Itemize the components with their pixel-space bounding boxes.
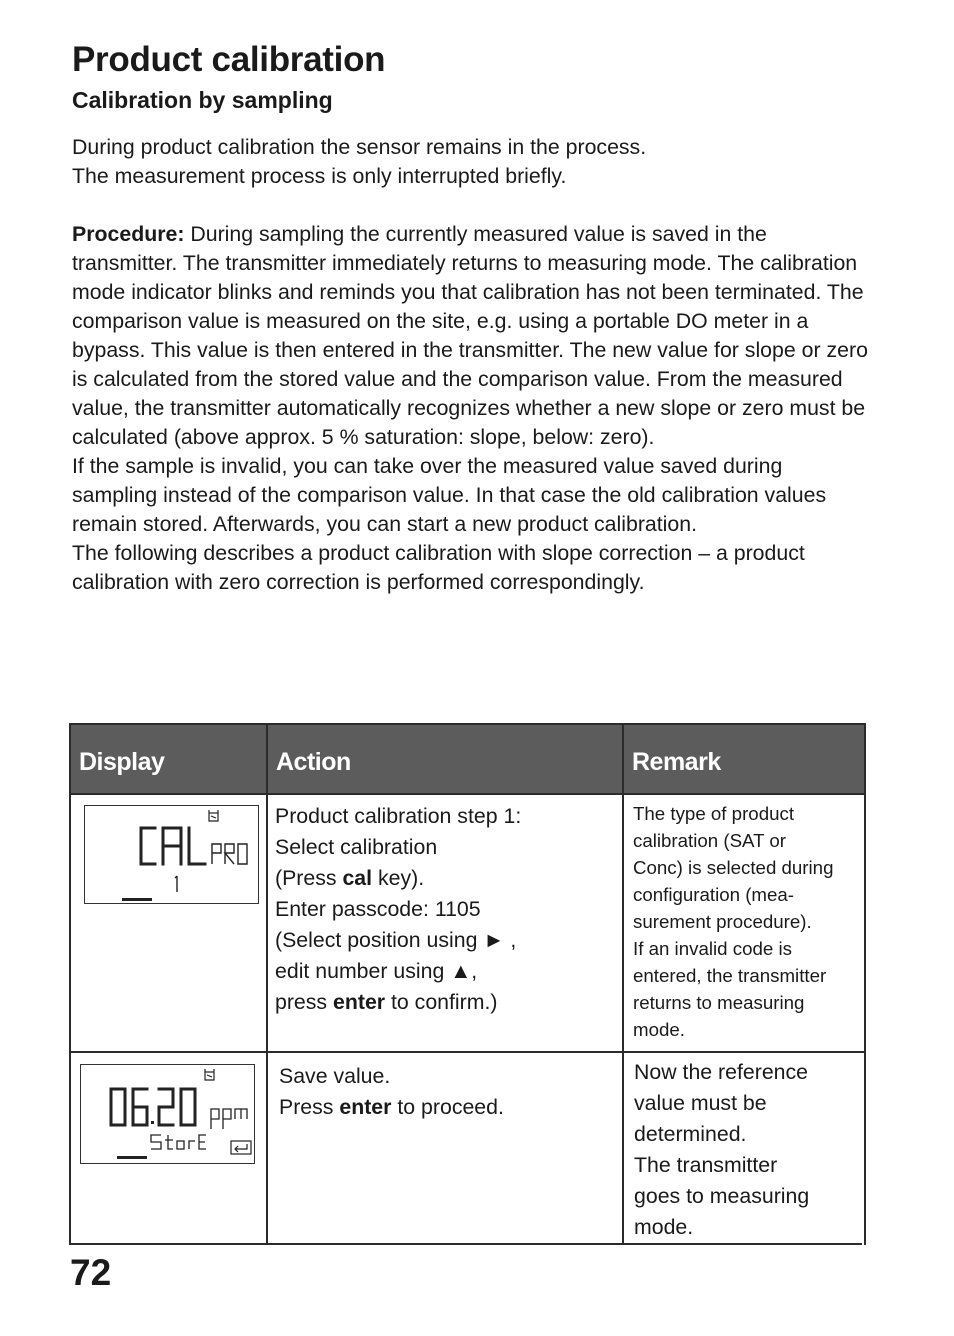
header-action: Action <box>276 748 351 776</box>
column-divider-2 <box>622 723 624 1245</box>
intro-line-1: During product calibration the sensor remains in the process. <box>72 135 647 159</box>
procedure-paragraph <box>72 220 872 452</box>
action-cell-1 <box>275 801 615 1018</box>
enter-key-label: enter <box>333 990 386 1014</box>
lcd-display-store <box>80 1064 255 1164</box>
lcd-cursor <box>122 898 152 901</box>
action-1-line-1: Product calibration step 1: <box>275 804 522 828</box>
enter-key-icon <box>231 1141 251 1154</box>
remark-1-line-2: calibration (SAT or <box>633 830 787 851</box>
header-remark: Remark <box>632 748 721 776</box>
action-2-line-2: Press enter to proceed. <box>279 1095 504 1119</box>
remark-1-line-4: configuration (mea- <box>633 884 794 905</box>
remark-2-line-6: mode. <box>634 1215 694 1239</box>
sensor-icon <box>209 810 218 821</box>
lcd-store-graphic <box>81 1065 253 1162</box>
table-border-right <box>864 723 866 1245</box>
remark-cell-1 <box>633 800 861 1043</box>
intro-line-2: The measurement process is only interrupted briefly. <box>72 164 567 188</box>
action-1-line-2: Select calibration <box>275 835 438 859</box>
action-2-line-1: Save value. <box>279 1064 391 1088</box>
invalid-sample-paragraph: If the sample is invalid, you can take over the measured value saved during sampling instead of the comparison value. In that case the old calibration values remain stored. Afterwards, you can start a new product calibration. <box>72 454 827 536</box>
section-subtitle: Calibration by sampling <box>72 87 333 113</box>
remark-1-line-1: The type of product <box>633 803 795 824</box>
lcd-cal-graphic <box>85 806 257 902</box>
action-1-line-7: press enter to confirm.) <box>275 990 498 1014</box>
remark-1-line-9: mode. <box>633 1019 685 1040</box>
cal-key-label: cal <box>342 866 373 890</box>
remark-2-line-2: value must be <box>634 1091 767 1115</box>
remark-1-line-8: returns to measuring <box>633 992 805 1013</box>
action-1-line-6: edit number using ▲, <box>275 959 478 983</box>
remark-1-line-3: Conc) is selected during <box>633 857 834 878</box>
row-divider <box>69 1051 866 1053</box>
remark-1-line-5: surement procedure). <box>633 911 812 932</box>
page-number: 72 <box>70 1252 112 1293</box>
sensor-icon <box>205 1069 214 1080</box>
procedure-label: Procedure: <box>72 222 185 246</box>
enter-key-label: enter <box>339 1095 392 1119</box>
table-border-bottom <box>69 1243 862 1245</box>
remark-2-line-4: The transmitter <box>634 1153 778 1177</box>
remark-2-line-5: goes to measuring <box>634 1184 810 1208</box>
header-display: Display <box>79 748 165 776</box>
action-cell-2 <box>279 1061 619 1123</box>
body-text <box>72 133 872 597</box>
page-title: Product calibration <box>72 40 386 79</box>
remark-2-line-3: determined. <box>634 1122 747 1146</box>
slope-correction-paragraph: The following describes a product calibration with slope correction – a product calibration with zero correction is performed correspondingly. <box>72 541 805 594</box>
remark-2-line-1: Now the reference <box>634 1060 809 1084</box>
remark-1-line-6: If an invalid code is <box>633 938 792 959</box>
action-1-line-3: (Press cal key). <box>275 866 425 890</box>
remark-1-line-7: entered, the transmitter <box>633 965 827 986</box>
column-divider-1 <box>266 723 268 1245</box>
action-1-line-4: Enter passcode: 1105 <box>275 897 481 921</box>
lcd-cursor <box>117 1156 147 1159</box>
table-header <box>69 723 866 795</box>
procedure-text: During sampling the currently measured value is saved in the transmitter. The transmitter immediately returns to measuring mode. The calibration mode indicator blinks and reminds you that calibration has not been terminated. The comparison value is measured on the site, e.g. using a portable DO meter in a bypass. This value is then entered in the transmitter. The new value for slope or zero is calculated from the stored value and the comparison value. From the measured value, the transmitter automatically recognizes whether a new slope or zero must be calculated (above approx. 5 % saturation: slope, below: zero). <box>72 222 868 449</box>
action-1-line-5: (Select position using ► , <box>275 928 517 952</box>
lcd-display-cal <box>84 805 259 904</box>
remark-cell-2 <box>634 1057 862 1243</box>
table-border-left <box>69 723 71 1245</box>
calibration-table <box>69 723 866 1245</box>
